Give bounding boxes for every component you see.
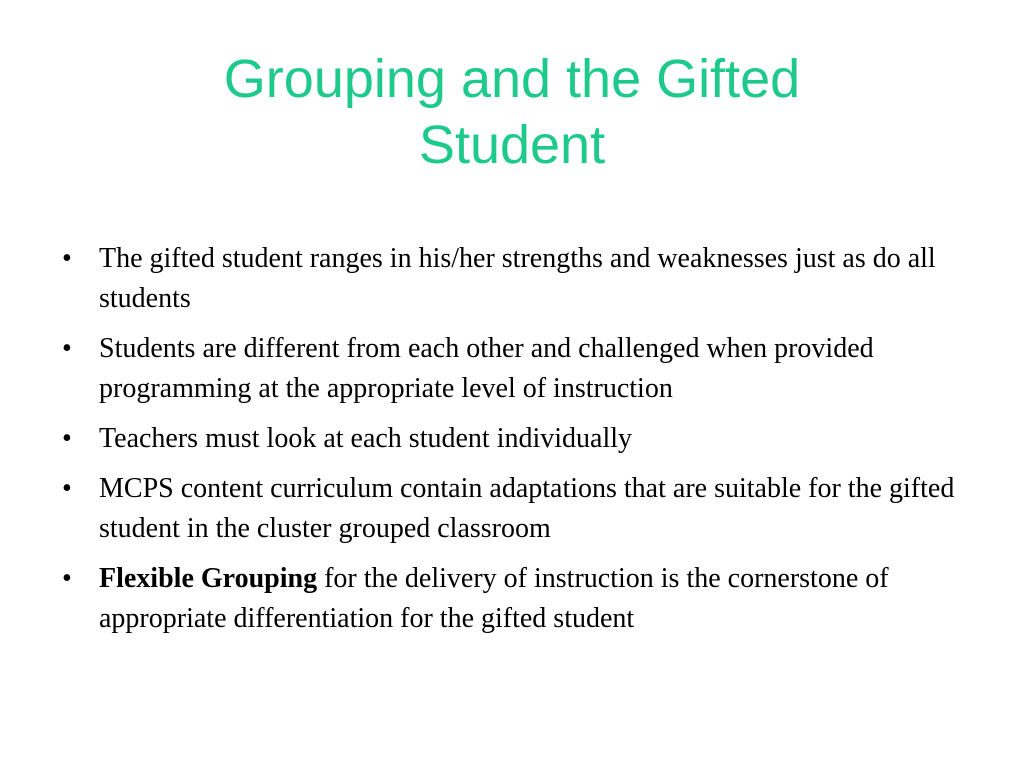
bullet-list	[62, 239, 982, 649]
bullet-text: for the delivery of instruction is the cornerstone of appropriate differentiation for the gifted student	[99, 563, 889, 634]
title-line-1: Grouping and the Gifted	[223, 49, 801, 109]
bullet-text: MCPS content curriculum contain adaptations that are suitable for the gifted student in the cluster grouped classroom	[99, 473, 955, 544]
title-line-2: Student	[418, 115, 606, 175]
bullet-dot-icon: •	[62, 333, 72, 364]
bullet-item-2	[62, 329, 982, 409]
bullet-text: Teachers must look at each student individually	[99, 423, 633, 454]
bullet-item-4	[62, 469, 982, 549]
bullet-text-with-emphasis	[99, 563, 889, 634]
bullet-dot-icon: •	[62, 423, 72, 454]
bullet-emphasis: Flexible Grouping	[99, 563, 318, 594]
bullet-dot-icon: •	[62, 563, 72, 594]
bullet-dot-icon: •	[62, 243, 72, 274]
bullet-item-5	[62, 559, 982, 639]
bullet-text: Students are different from each other and challenged when provided programming at the appropriate level of instruction	[99, 333, 874, 404]
bullet-item-1	[62, 239, 982, 319]
bullet-dot-icon: •	[62, 473, 72, 504]
bullet-text: The gifted student ranges in his/her strengths and weaknesses just as do all students	[99, 243, 936, 314]
slide-title	[60, 46, 964, 178]
bullet-item-3	[62, 419, 982, 459]
